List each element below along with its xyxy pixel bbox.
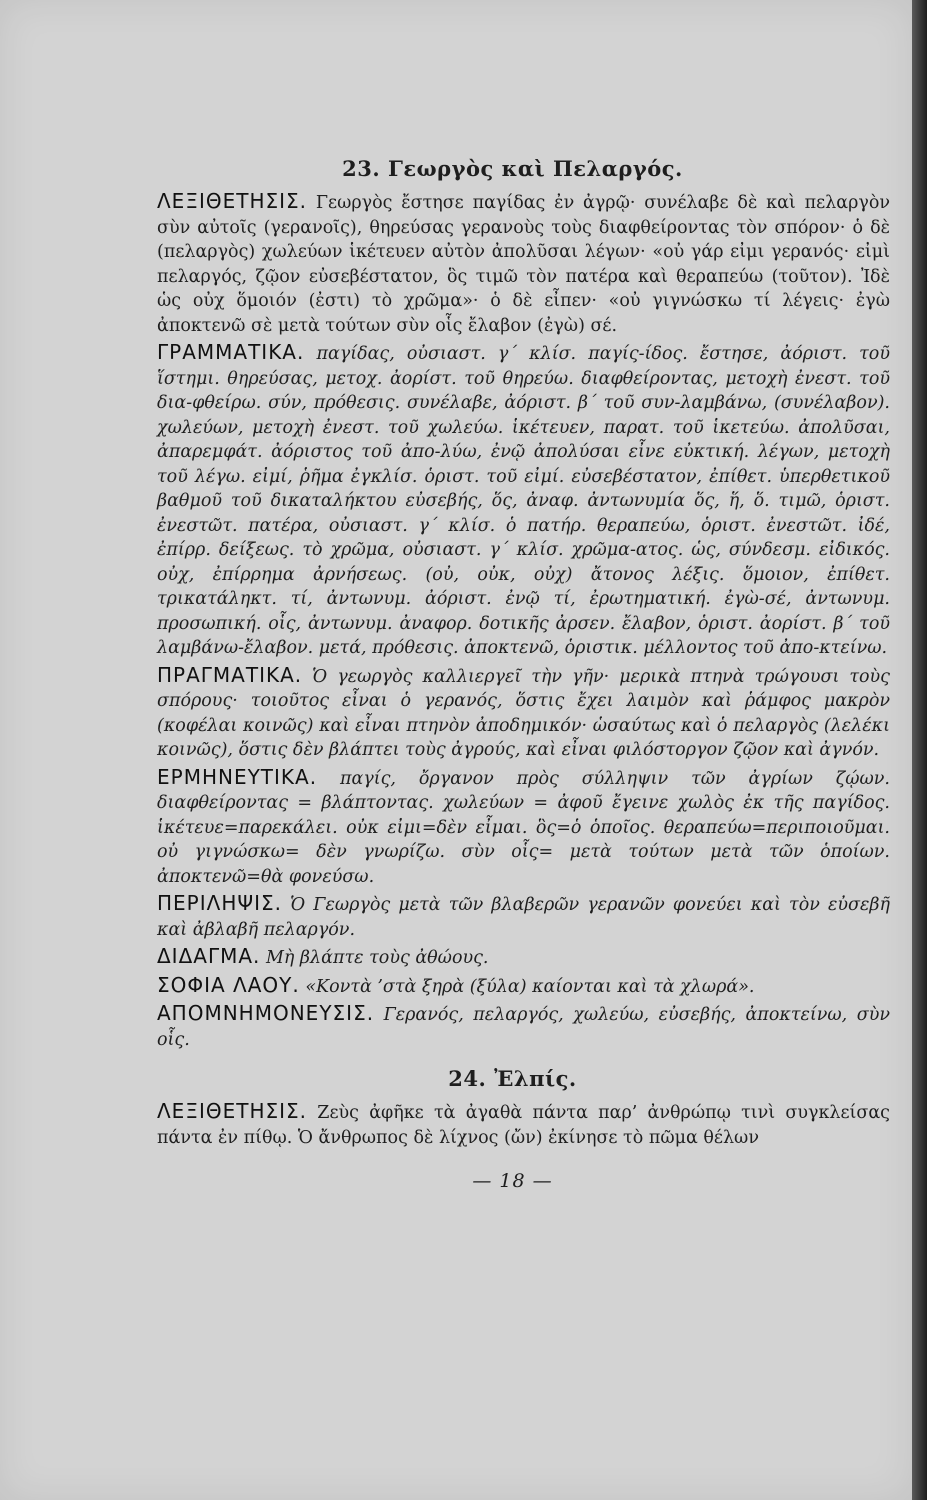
pragmatika-heading: ΠΡΑΓΜΑΤΙΚΑ. bbox=[157, 662, 303, 687]
apomnimoneusis-paragraph bbox=[135, 1001, 890, 1052]
ermineutika-paragraph bbox=[135, 765, 890, 890]
pragmatika-paragraph bbox=[135, 663, 890, 763]
sofia-laou-paragraph bbox=[135, 973, 890, 1000]
didagma-heading: ΔΙΔΑΓΜΑ. bbox=[157, 944, 261, 968]
sofia-laou-text: «Κοντὰ ’στὰ ξηρὰ (ξύλα) καίονται καὶ τὰ χλωρά». bbox=[305, 976, 755, 997]
sofia-laou-heading: ΣΟΦΙΑ ΛΑΟΥ. bbox=[157, 972, 300, 997]
page-number: — 18 — bbox=[472, 1170, 553, 1192]
ermineutika-heading: ΕΡΜΗΝΕΥΤΙΚΑ. bbox=[157, 764, 318, 789]
section-title-23: 23. Γεωργὸς καὶ Πελαργός. bbox=[342, 156, 683, 181]
book-spine-edge bbox=[912, 0, 927, 1500]
lexithetisis-24-heading: ΛΕΞΙΘΕΤΗΣΙΣ. bbox=[157, 1099, 308, 1123]
perilipsis-heading: ΠΕΡΙΛΗΨΙΣ. bbox=[157, 891, 282, 915]
apomnimoneusis-heading: ΑΠΟΜΝΗΜΟΝΕΥΣΙΣ. bbox=[157, 1001, 375, 1025]
didagma-text: Μὴ βλάπτε τοὺς ἀθώους. bbox=[265, 948, 489, 968]
section-title-24: 24. Ἐλπίς. bbox=[448, 1066, 577, 1091]
lexithetisis-paragraph bbox=[135, 189, 890, 338]
grammatika-text: παγίδας, οὐσιαστ. γ΄ κλίσ. παγίς-ίδος. ἔστησε, ἀόριστ. τοῦ ἵστημι. θηρεύσας, μετοχ. ἀορίστ. τοῦ θηρεύω. διαφθείροντας, μετοχὴ ἐνεστ. τοῦ δια-φθείρω. σύν, πρόθεσις. συνέλαβε, ἀόριστ. β΄ τοῦ συν-λαμβάνω, (συνέλαβον). χωλεύων, μετοχὴ ἐνεστ. τοῦ χωλεύω. ἱκέτευεν, παρατ. τοῦ ἱκετεύω. ἀπολῦσαι, ἀπαρεμφάτ. ἀόριστος τοῦ ἀπο-λύω, ἐνῷ ἀπολύσαι εἶνε εὐκτική. λέγων, μετοχὴ τοῦ λέγω. εἰμί, ῥῆμα ἐγκλίσ. ὁριστ. τοῦ εἰμί. εὐσεβέστατον, ἐπίθετ. ὑπερθετικοῦ βαθμοῦ τοῦ δικαταλήκτου εὐσεβής, ὅς, ἀναφ. ἀντωνυμία ὅς, ἥ, ὅ. τιμῶ, ὁριστ. ἐνεστῶτ. πατέρα, οὐσιαστ. γ΄ κλίσ. ὁ πατήρ. θεραπεύω, ὁριστ. ἐνεστῶτ. ἰδέ, ἐπίρρ. δείξεως. τὸ χρῶμα, οὐσιαστ. γ΄ κλίσ. χρῶμα-ατος. ὡς, σύνδεσμ. εἰδικός. οὐχ, ἐπίρρημα ἀρνήσεως. (οὐ, οὐκ, οὐχ) ἄτονος λέξις. ὅμοιον, ἐπίθετ. τρικατάληκτ. τί, ἀντωνυμ. ἀόριστ. ἐνῷ τί, ἐρωτηματική. ἐγὼ-σέ, ἀντωνυμ. προσωπική. οἷς, ἀντωνυμ. ἀναφορ. δοτικῆς ἀρσεν. ἔλαβον, ὁριστ. ἀορίστ. β΄ τοῦ λαμβάνω-ἔλαβον. μετά, πρόθεσις. ἀποκτενῶ, ὁριστικ. μέλλοντος τοῦ ἀπο-κτείνω. bbox=[157, 344, 890, 658]
apomnimoneusis-text: Γερανός, πελαργός, χωλεύω, εὐσεβής, ἀποκτείνω, σὺν οἷς. bbox=[157, 1005, 890, 1050]
grammatika-heading: ΓΡΑΜΜΑΤΙΚΑ. bbox=[157, 340, 305, 364]
ermineutika-text: παγίς, ὄργανον πρὸς σύλληψιν τῶν ἀγρίων ζῴων. διαφθείροντας = βλάπτοντας. χωλεύων = ἀφοῦ ἔγεινε χωλὸς ἐκ τῆς παγίδος. ἱκέτευε=παρεκάλει. οὐκ εἰμι=δὲν εἶμαι. ὃς=ὁ ὁποῖος. θεραπεύω=περιποιοῦμαι. οὐ γιγνώσκω= δὲν γνωρίζω. σὺν οἷς= μετὰ τούτων μετὰ τῶν ὁποίων. ἀποκτενῶ=θὰ φονεύσω. bbox=[157, 768, 890, 887]
lexithetisis-24-text: Ζεὺς ἀφῆκε τὰ ἀγαθὰ πάντα παρ’ ἀνθρώπῳ τινὶ συγκλείσας πάντα ἐν πίθῳ. Ὁ ἄνθρωπος δὲ λίχνος (ὤν) ἐκίνησε τὸ πῶμα θέλων bbox=[157, 1103, 890, 1148]
perilipsis-text: Ὁ Γεωργὸς μετὰ τῶν βλαβερῶν γερανῶν φονεύει καὶ τὸν εὐσεβῆ καὶ ἀβλαβῆ πελαργόν. bbox=[157, 895, 890, 940]
lexithetisis-24-paragraph bbox=[135, 1099, 890, 1150]
lexithetisis-text: Γεωργὸς ἔστησε παγίδας ἐν ἀγρῷ· συνέλαβε δὲ καὶ πελαργὸν σὺν αὐτοῖς (γερανοῖς), θηρεύσας γερανοὺς τοὺς διαφθείροντας τὸν σπόρον· ὁ δὲ (πελαργὸς) χωλεύων ἱκέτευεν αὐτὸν ἀπολῦσαι λέγων· «οὐ γάρ εἰμι γερανός· εἰμὶ πελαργός, ζῷον εὐσεβέστατον, ὃς τιμῶ τὸν πατέρα καὶ θεραπεύω (τοῦτον). Ἰδὲ ὡς οὐχ ὅμοιόν (ἐστι) τὸ χρῶμα»· ὁ δὲ εἶπεν· «οὐ γιγνώσκω τί λέγεις· ἐγὼ ἀποκτενῶ σὲ μετὰ τούτων σὺν οἷς ἔλαβον (ἐγὼ) σέ. bbox=[157, 193, 890, 336]
page-content bbox=[135, 150, 890, 1192]
perilipsis-paragraph bbox=[135, 891, 890, 942]
lexithetisis-heading: ΛΕΞΙΘΕΤΗΣΙΣ. bbox=[157, 189, 308, 213]
pragmatika-text: Ὁ γεωργὸς καλλιεργεῖ τὴν γῆν· μερικὰ πτηνὰ τρώγουσι τοὺς σπόρους· τοιοῦτος εἶναι ὁ γερανός, ὅστις ἔχει λαιμὸν καὶ ῥάμφος μακρὸν (κοφέλαι κοινῶς) καὶ εἶναι πτηνὸν ἀποδημικόν· ὡσαύτως καὶ ὁ πελαργὸς (λελέκι κοινῶς), ὅστις δὲν βλάπτει τοὺς ἀγρούς, καὶ εἶναι φιλόστοργον ζῷον καὶ ἀγνόν. bbox=[157, 666, 890, 760]
grammatika-paragraph bbox=[135, 340, 890, 661]
didagma-paragraph bbox=[135, 944, 890, 971]
